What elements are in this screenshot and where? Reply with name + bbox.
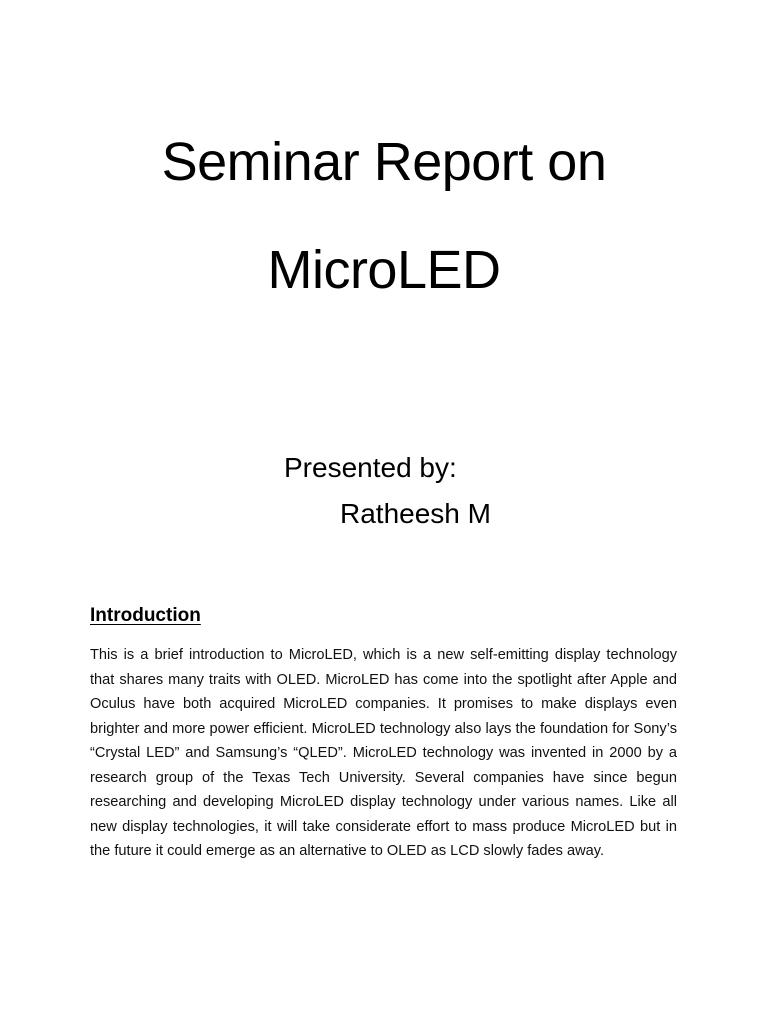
introduction-paragraph: This is a brief introduction to MicroLED, which is a new self-emitting display technology that shares many traits with OLED. MicroLED has come into the spotlight after Apple and Oculus have both acquired MicroLED companies. It promises to make displays even brighter and more power efficient. MicroLED technology also lays the foundation for Sony’s “Crystal LED” and Samsung’s “QLED”. MicroLED technology was invented in 2000 by a research group of the Texas Tech University. Several companies have since begun researching and developing MicroLED display technology under various names. Like all new display technologies, it will take considerate effort to mass produce MicroLED but in the future it could emerge as an alternative to OLED as LCD slowly fades away. <box>90 647 677 859</box>
presenter-name: Ratheesh M <box>340 498 491 529</box>
report-title-line-1: Seminar Report on <box>161 132 607 192</box>
introduction-heading: Introduction <box>90 605 201 626</box>
presented-by-label: Presented by: <box>284 452 457 483</box>
report-title-line-2: MicroLED <box>267 240 501 300</box>
